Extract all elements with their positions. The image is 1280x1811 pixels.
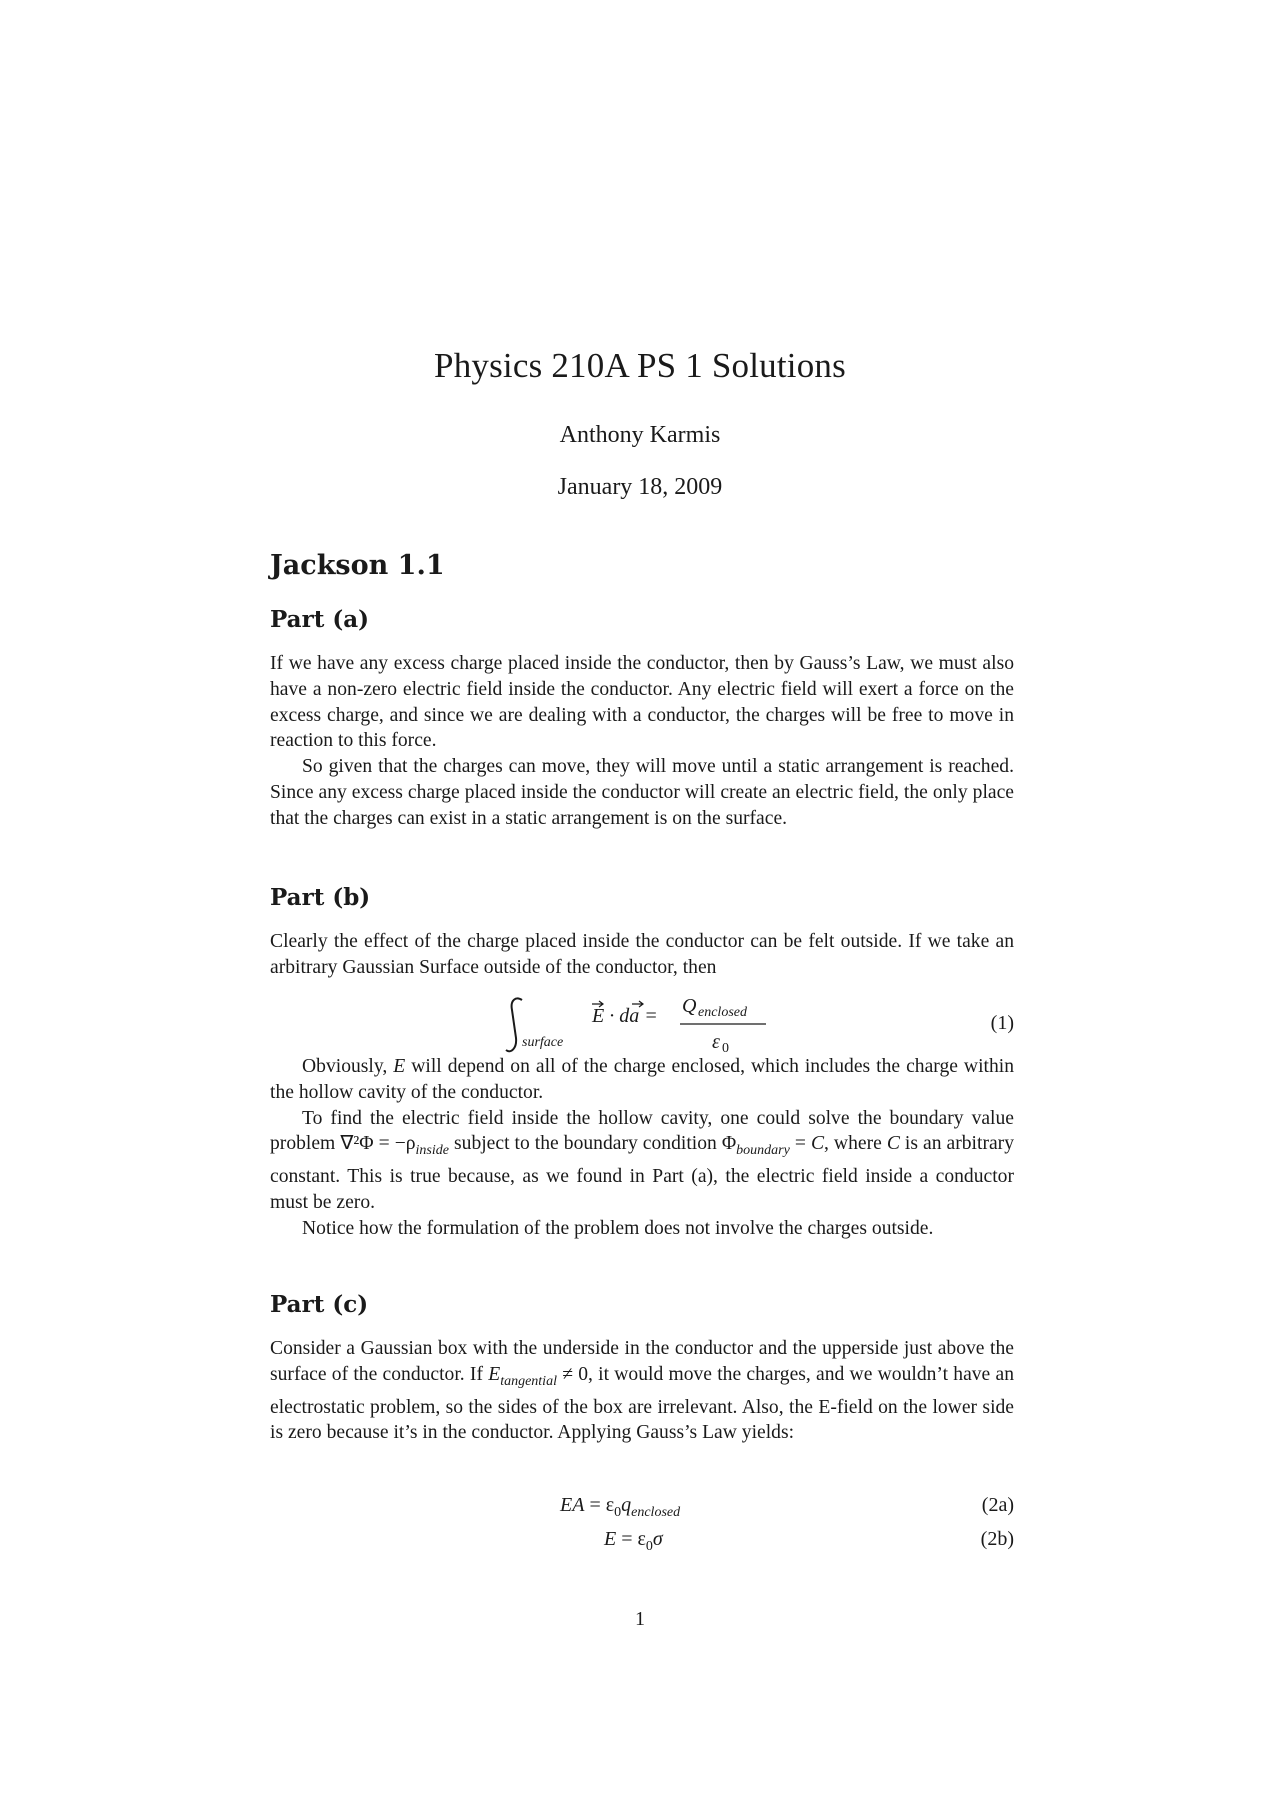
text-run: , where (824, 1133, 887, 1155)
part-b-paragraph-4: Notice how the formulation of the problem does not involve the charges outside. (302, 1217, 934, 1239)
math-variable: q (621, 1494, 632, 1516)
math-subscript: enclosed (631, 1505, 681, 1520)
document-date: January 18, 2009 (557, 474, 723, 500)
part-b-intro (270, 929, 1014, 981)
fraction-numerator-subscript: enclosed (698, 1005, 747, 1020)
section-heading: Jackson 1.1 (270, 550, 445, 581)
equation-1-graphic (270, 990, 1014, 1060)
math-variable: EA (560, 1494, 585, 1516)
math-variable: C (810, 1133, 825, 1155)
text-run: subject to the boundary condition Φ (449, 1133, 737, 1155)
fraction-denominator-subscript: 0 (722, 1041, 729, 1056)
fraction-denominator: ε (712, 1031, 720, 1053)
math-subscript: tangential (500, 1373, 557, 1389)
text-run: will depend on all of the charge enclosed, which includes the charge within the hollow cavity of the conductor. (270, 1056, 1015, 1103)
text-run: Obviously, (302, 1056, 394, 1077)
text-run: = ε (616, 1528, 646, 1550)
part-c-body (270, 1336, 1014, 1446)
part-b-paragraph-3 (270, 1106, 1014, 1216)
equation-2a (270, 1494, 1014, 1522)
math-variable: E (488, 1363, 501, 1385)
text-run: Consider a Gaussian box with the underside in the conductor and the upperside just above the surface of the conductor. If (270, 1338, 1014, 1385)
math-variable: E (393, 1056, 406, 1077)
part-a-paragraph-2: So given that the charges can move, they will move until a static arrangement is reached. Since any excess charge placed inside the conductor will create an electric field, the only place that the charges can exist in a static arrangement is on the surface. (270, 756, 1014, 829)
text-run: = ε (584, 1494, 615, 1516)
math-subscript: boundary (736, 1143, 790, 1159)
equation-2a-number: (2a) (981, 1494, 1014, 1516)
math-variable: σ (652, 1528, 663, 1550)
part-a-paragraph-1: If we have any excess charge placed inside the conductor, then by Gauss’s Law, we must also have a non-zero electric field inside the conductor. Any electric field will exert a force on the excess charge, and since we are dealing with a conductor, the charges will be free to move in reaction to this force. (270, 653, 1014, 752)
integral-sign (506, 998, 522, 1051)
math-subscript: inside (415, 1143, 449, 1159)
equation-2b-body (604, 1528, 663, 1555)
part-b-paragraph-1: Clearly the effect of the charge placed inside the conductor can be felt outside. If we take an arbitrary Gaussian Surface outside of the conductor, then (270, 931, 1014, 978)
math-subscript: 0 (614, 1505, 622, 1520)
equation-1-lhs: E · da = (592, 1005, 658, 1027)
part-c-paragraph-1 (270, 1336, 1014, 1446)
integral-subscript: surface (522, 1035, 564, 1050)
part-c-heading: Part (c) (270, 1291, 369, 1318)
equation-2a-body (560, 1494, 680, 1521)
math-subscript: 0 (645, 1539, 653, 1554)
document-author: Anthony Karmis (559, 422, 721, 448)
equation-2b-number: (2b) (980, 1528, 1014, 1550)
part-b-body (270, 1054, 1014, 1242)
text-run: To find the electric field inside the hollow cavity, one could solve the boundary value problem ∇²Φ = −ρ (270, 1107, 1014, 1155)
part-a-body (270, 651, 1014, 832)
equation-2b (270, 1528, 1014, 1556)
text-run: ≠ 0, it would move the charges, and we wouldn’t have an electrostatic problem, so the sides of the box are irrelevant. Also, the E-field on the lower side is zero because it’s in the conductor. Applying Gauss’s Law yields: (270, 1363, 1014, 1444)
math-variable: C (886, 1133, 900, 1155)
math-variable: E (604, 1528, 617, 1550)
document-title: Physics 210A PS 1 Solutions (434, 346, 846, 385)
part-a-heading: Part (a) (270, 606, 369, 633)
text-run: is an arbitrary constant. This is true because, as we found in Part (a), the electric field inside a conductor must be zero. (270, 1133, 1014, 1213)
page-number: 1 (635, 1608, 645, 1630)
part-b-heading: Part (b) (270, 884, 371, 911)
fraction-numerator: Q (682, 995, 697, 1017)
part-b-paragraph-2 (270, 1054, 1014, 1106)
equation-1 (270, 990, 1014, 1060)
equation-1-number: (1) (990, 1012, 1014, 1034)
text-run: = (789, 1133, 811, 1155)
